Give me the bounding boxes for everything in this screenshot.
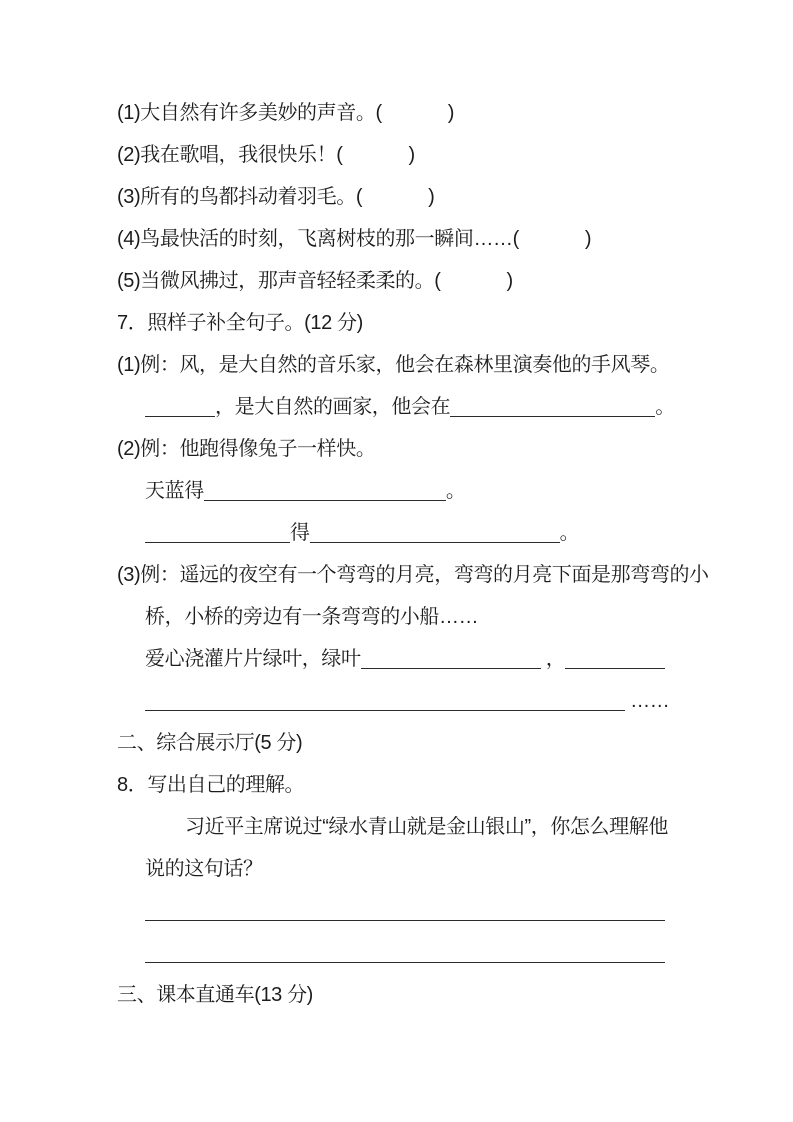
q7-3-example-line-1: [117, 554, 763, 596]
q8-prompt-line-1: [185, 806, 763, 848]
text-run: 7．照样子补全句子。(12 分): [117, 312, 363, 334]
bracket-gap: [441, 285, 507, 287]
text-run: 天蓝得: [145, 480, 204, 502]
text-run: 爱心浇灌片片绿叶，绿叶: [145, 648, 361, 670]
text-run: 。: [655, 396, 675, 418]
text-run: 二、综合展示厅(5 分): [117, 732, 303, 754]
q8-heading: [117, 764, 763, 806]
bracket-gap: [362, 201, 428, 203]
text-run: 8．写出自己的理解。: [117, 774, 305, 796]
text-run: ……: [625, 690, 670, 712]
q6-item-1: [117, 92, 763, 134]
text-run: 桥，小桥的旁边有一条弯弯的小船……: [145, 606, 479, 628]
bracket-gap: [343, 159, 409, 161]
text-run: ，是大自然的画家，他会在: [215, 396, 451, 418]
fill-in-blank: [310, 522, 560, 543]
text-run: (4)鸟最快活的时刻，飞离树枝的那一瞬间……(: [117, 228, 519, 250]
fill-in-blank: [565, 648, 665, 669]
q6-item-3: [117, 176, 763, 218]
q7-2-example: [117, 428, 763, 470]
text-run: (5)当微风拂过，那声音轻轻柔柔的。(: [117, 270, 441, 292]
q6-item-4: [117, 218, 763, 260]
text-run: (3)例：遥远的夜空有一个弯弯的月亮，弯弯的月亮下面是那弯弯的小: [117, 564, 709, 586]
q6-item-2: [117, 134, 763, 176]
fill-in-blank: [204, 480, 446, 501]
fill-in-blank: [145, 396, 215, 417]
text-run: 得: [290, 522, 310, 544]
q7-heading: [117, 302, 763, 344]
section-2-heading: [117, 722, 763, 764]
text-run: (1)例：风，是大自然的音乐家，他会在森林里演奏他的手风琴。: [117, 354, 670, 376]
fill-in-blank: [145, 942, 665, 963]
text-run: (2)例：他跑得像兔子一样快。: [117, 438, 376, 460]
q7-1-fill: [145, 386, 763, 428]
text-run: (3)所有的鸟都抖动着羽毛。(: [117, 186, 363, 208]
q7-3-example-line-2: [145, 596, 763, 638]
q7-2-fill-2: [145, 512, 763, 554]
q7-2-fill-1: [145, 470, 763, 512]
text-run: ，: [540, 648, 566, 670]
q8-answer-line-2: [145, 932, 763, 974]
q7-3-fill-2: [145, 680, 763, 722]
fill-in-blank: [145, 690, 625, 711]
text-run: ): [584, 228, 592, 250]
fill-in-blank: [145, 522, 290, 543]
fill-in-blank: [361, 648, 541, 669]
fill-in-blank: [145, 900, 665, 921]
q7-1-example: [117, 344, 763, 386]
text-run: (1)大自然有许多美妙的声音。(: [117, 102, 382, 124]
text-run: ): [408, 144, 415, 166]
text-run: (2)我在歌唱，我很快乐！(: [117, 144, 343, 166]
bracket-gap: [519, 243, 585, 245]
q8-prompt-line-2: [145, 848, 763, 890]
q8-answer-line-1: [145, 890, 763, 932]
text-run: 。: [559, 522, 580, 544]
section-3-heading: [117, 974, 763, 1016]
text-run: 。: [445, 480, 466, 502]
text-run: ): [506, 270, 513, 292]
text-run: ): [428, 186, 435, 208]
q6-item-5: [117, 260, 763, 302]
text-run: 三、课本直通车(13 分): [117, 984, 313, 1006]
text-run: 习近平主席说过“绿水青山就是金山银山”，你怎么理解他: [185, 816, 668, 838]
bracket-gap: [382, 117, 448, 119]
q7-3-fill-1: [145, 638, 763, 680]
text-run: ): [447, 102, 454, 124]
text-run: 说的这句话？: [145, 858, 263, 880]
fill-in-blank: [450, 396, 655, 417]
